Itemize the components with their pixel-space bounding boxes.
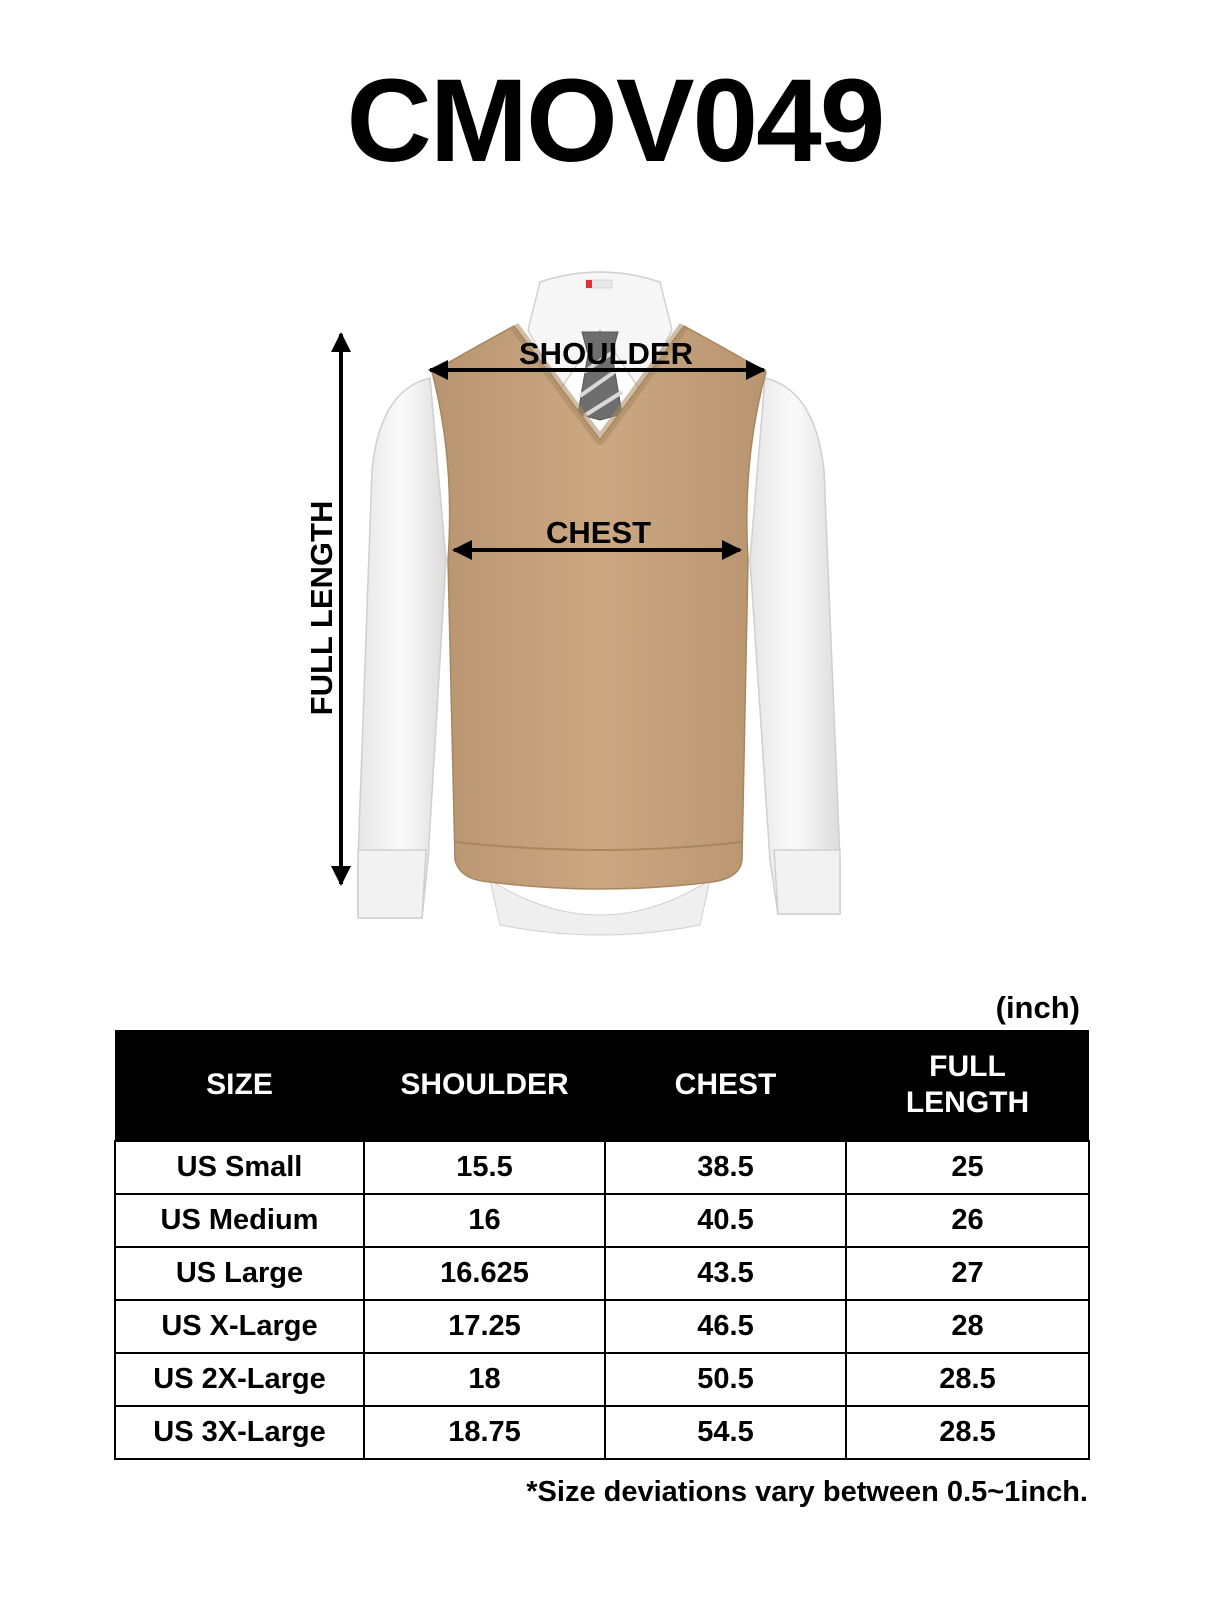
- table-row: [115, 1300, 1089, 1353]
- left-shirt-cuff: [358, 850, 426, 918]
- shoulder-cell: 16: [364, 1194, 605, 1247]
- shoulder-cell: 18: [364, 1353, 605, 1406]
- left-shirt-sleeve: [358, 378, 446, 918]
- size-cell: US Large: [115, 1247, 364, 1300]
- shoulder-cell: 17.25: [364, 1300, 605, 1353]
- product-code-title: CMOV049: [346, 55, 884, 187]
- shoulder-cell: 16.625: [364, 1247, 605, 1300]
- table-row: [115, 1194, 1089, 1247]
- header-size: SIZE: [115, 1030, 364, 1141]
- full-length-cell: 27: [846, 1247, 1089, 1300]
- size-cell: US 3X-Large: [115, 1406, 364, 1459]
- full-length-cell: 28.5: [846, 1353, 1089, 1406]
- full-length-cell: 25: [846, 1141, 1089, 1194]
- table-row: [115, 1406, 1089, 1459]
- full-length-label: FULL LENGTH: [304, 500, 339, 716]
- shoulder-cell: 15.5: [364, 1141, 605, 1194]
- table-header-row: [115, 1030, 1089, 1141]
- table-row: [115, 1141, 1089, 1194]
- size-cell: US 2X-Large: [115, 1353, 364, 1406]
- chest-label: CHEST: [546, 515, 652, 550]
- chest-cell: 43.5: [605, 1247, 846, 1300]
- header-full-length: FULL LENGTH: [846, 1030, 1089, 1141]
- header-chest: CHEST: [605, 1030, 846, 1141]
- full-length-cell: 28.5: [846, 1406, 1089, 1459]
- full-length-cell: 26: [846, 1194, 1089, 1247]
- full-length-cell: 28: [846, 1300, 1089, 1353]
- table-row: [115, 1353, 1089, 1406]
- chest-cell: 46.5: [605, 1300, 846, 1353]
- right-shirt-cuff: [774, 850, 840, 914]
- right-shirt-sleeve: [750, 378, 840, 914]
- size-deviation-note: *Size deviations vary between 0.5~1inch.: [526, 1476, 1088, 1508]
- table-row: [115, 1247, 1089, 1300]
- chest-cell: 50.5: [605, 1353, 846, 1406]
- chest-cell: 38.5: [605, 1141, 846, 1194]
- unit-label: (inch): [995, 990, 1080, 1025]
- chest-cell: 54.5: [605, 1406, 846, 1459]
- size-cell: US Medium: [115, 1194, 364, 1247]
- size-cell: US Small: [115, 1141, 364, 1194]
- header-shoulder: SHOULDER: [364, 1030, 605, 1141]
- size-chart-table: [114, 1030, 1090, 1460]
- size-cell: US X-Large: [115, 1300, 364, 1353]
- shoulder-label: SHOULDER: [519, 336, 693, 371]
- chest-cell: 40.5: [605, 1194, 846, 1247]
- shoulder-cell: 18.75: [364, 1406, 605, 1459]
